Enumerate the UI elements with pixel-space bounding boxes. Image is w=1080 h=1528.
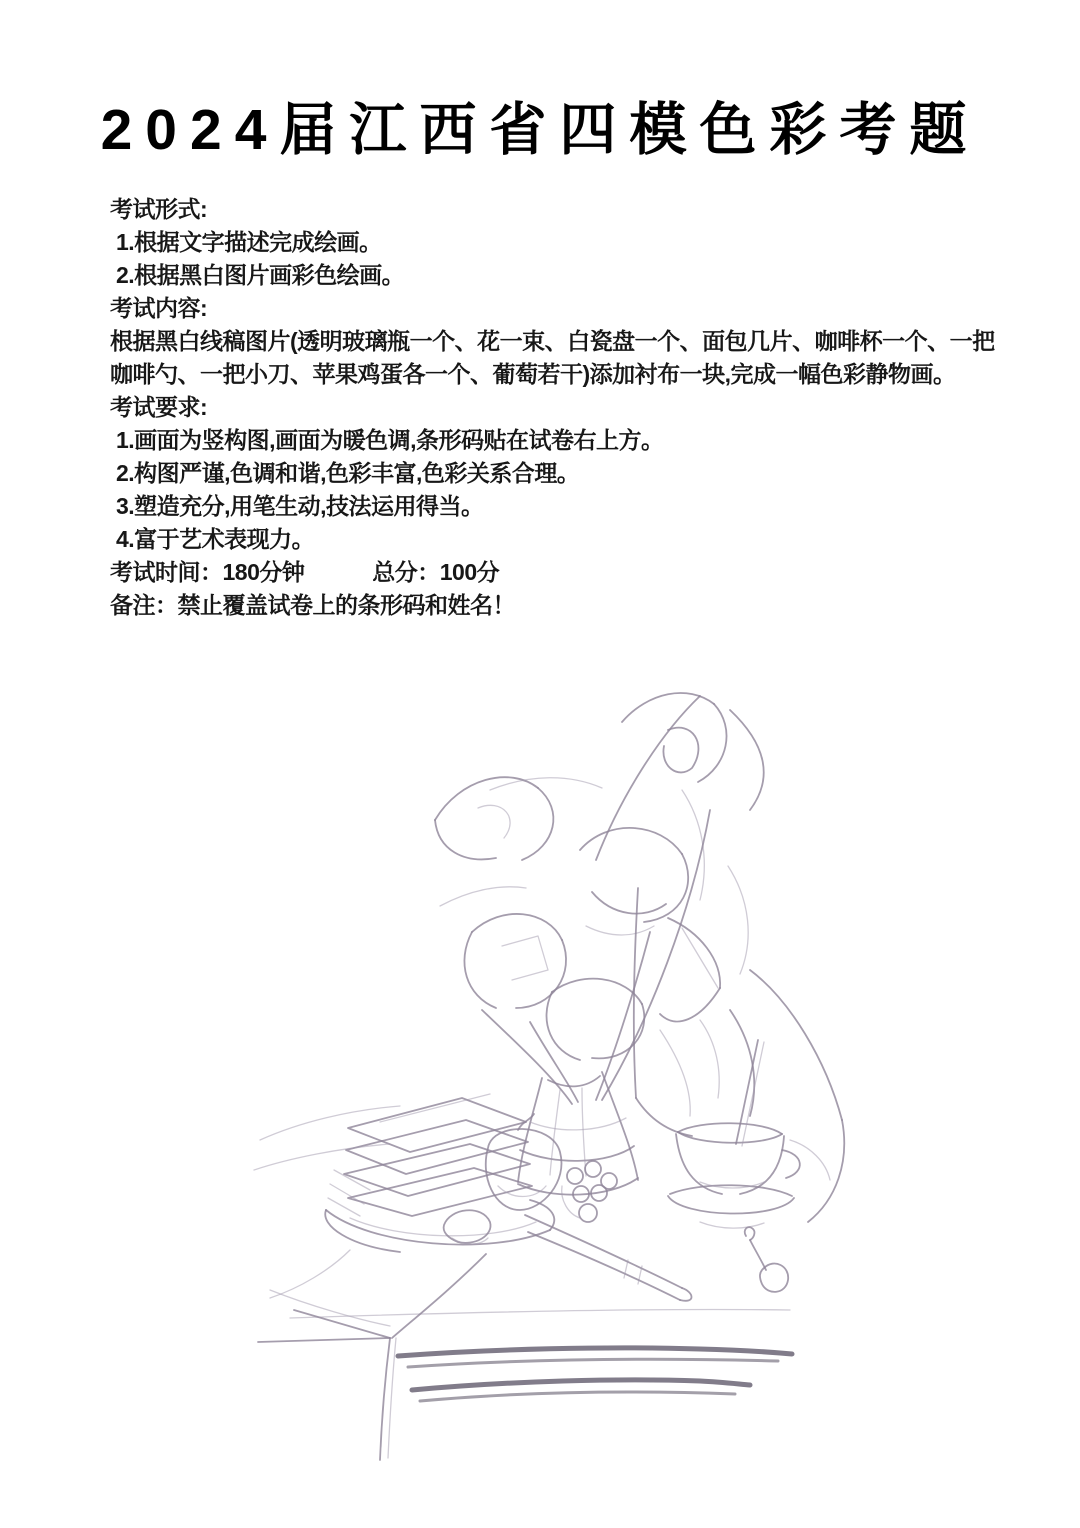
text-line-exam-requirements: 考试要求: xyxy=(110,394,208,420)
exam-text xyxy=(110,193,1010,622)
text-line: 咖啡勺、一把小刀、苹果鸡蛋各一个、葡萄若干)添加衬布一块,完成一幅色彩静物画。 xyxy=(110,361,956,387)
exam-time-label: 考试时间：180分钟 xyxy=(110,559,305,585)
text-line: 1.画面为竖构图,画面为暖色调,条形码贴在试卷右上方。 xyxy=(116,427,664,453)
table-sketch xyxy=(254,1106,792,1460)
egg-sketch xyxy=(444,1210,491,1244)
text-line-note: 备注：禁止覆盖试卷上的条形码和姓名！ xyxy=(110,592,515,618)
text-line-exam-format: 考试形式: xyxy=(110,196,208,222)
text-line: 2.根据黑白图片画彩色绘画。 xyxy=(116,262,405,288)
text-line: 根据黑白线稿图片(透明玻璃瓶一个、花一束、白瓷盘一个、面包几片、咖啡杯一个、一把 xyxy=(110,328,995,354)
drapery-sketch xyxy=(634,888,844,1222)
page-title: 2024届江西省四模色彩考题 xyxy=(100,98,980,162)
still-life-sketch xyxy=(230,670,880,1470)
coffee-cup-sketch xyxy=(668,1040,800,1228)
small-spoon-sketch xyxy=(745,1227,788,1292)
total-score-label: 总分：100分 xyxy=(372,559,500,585)
text-line-time-score xyxy=(110,556,1010,589)
text-line: 2.构图严谨,色调和谐,色彩丰富,色彩关系合理。 xyxy=(116,460,580,486)
text-line: 4.富于艺术表现力。 xyxy=(116,526,315,552)
vase-sketch xyxy=(518,1072,638,1195)
text-line-exam-content: 考试内容: xyxy=(110,295,208,321)
text-line: 3.塑造充分,用笔生动,技法运用得当。 xyxy=(116,493,484,519)
knife-sketch xyxy=(525,1215,692,1301)
text-line: 1.根据文字描述完成绘画。 xyxy=(116,229,382,255)
plate-sketch xyxy=(325,1200,554,1252)
bouquet-sketch xyxy=(435,693,764,1104)
bread-stack-sketch xyxy=(328,1094,532,1216)
